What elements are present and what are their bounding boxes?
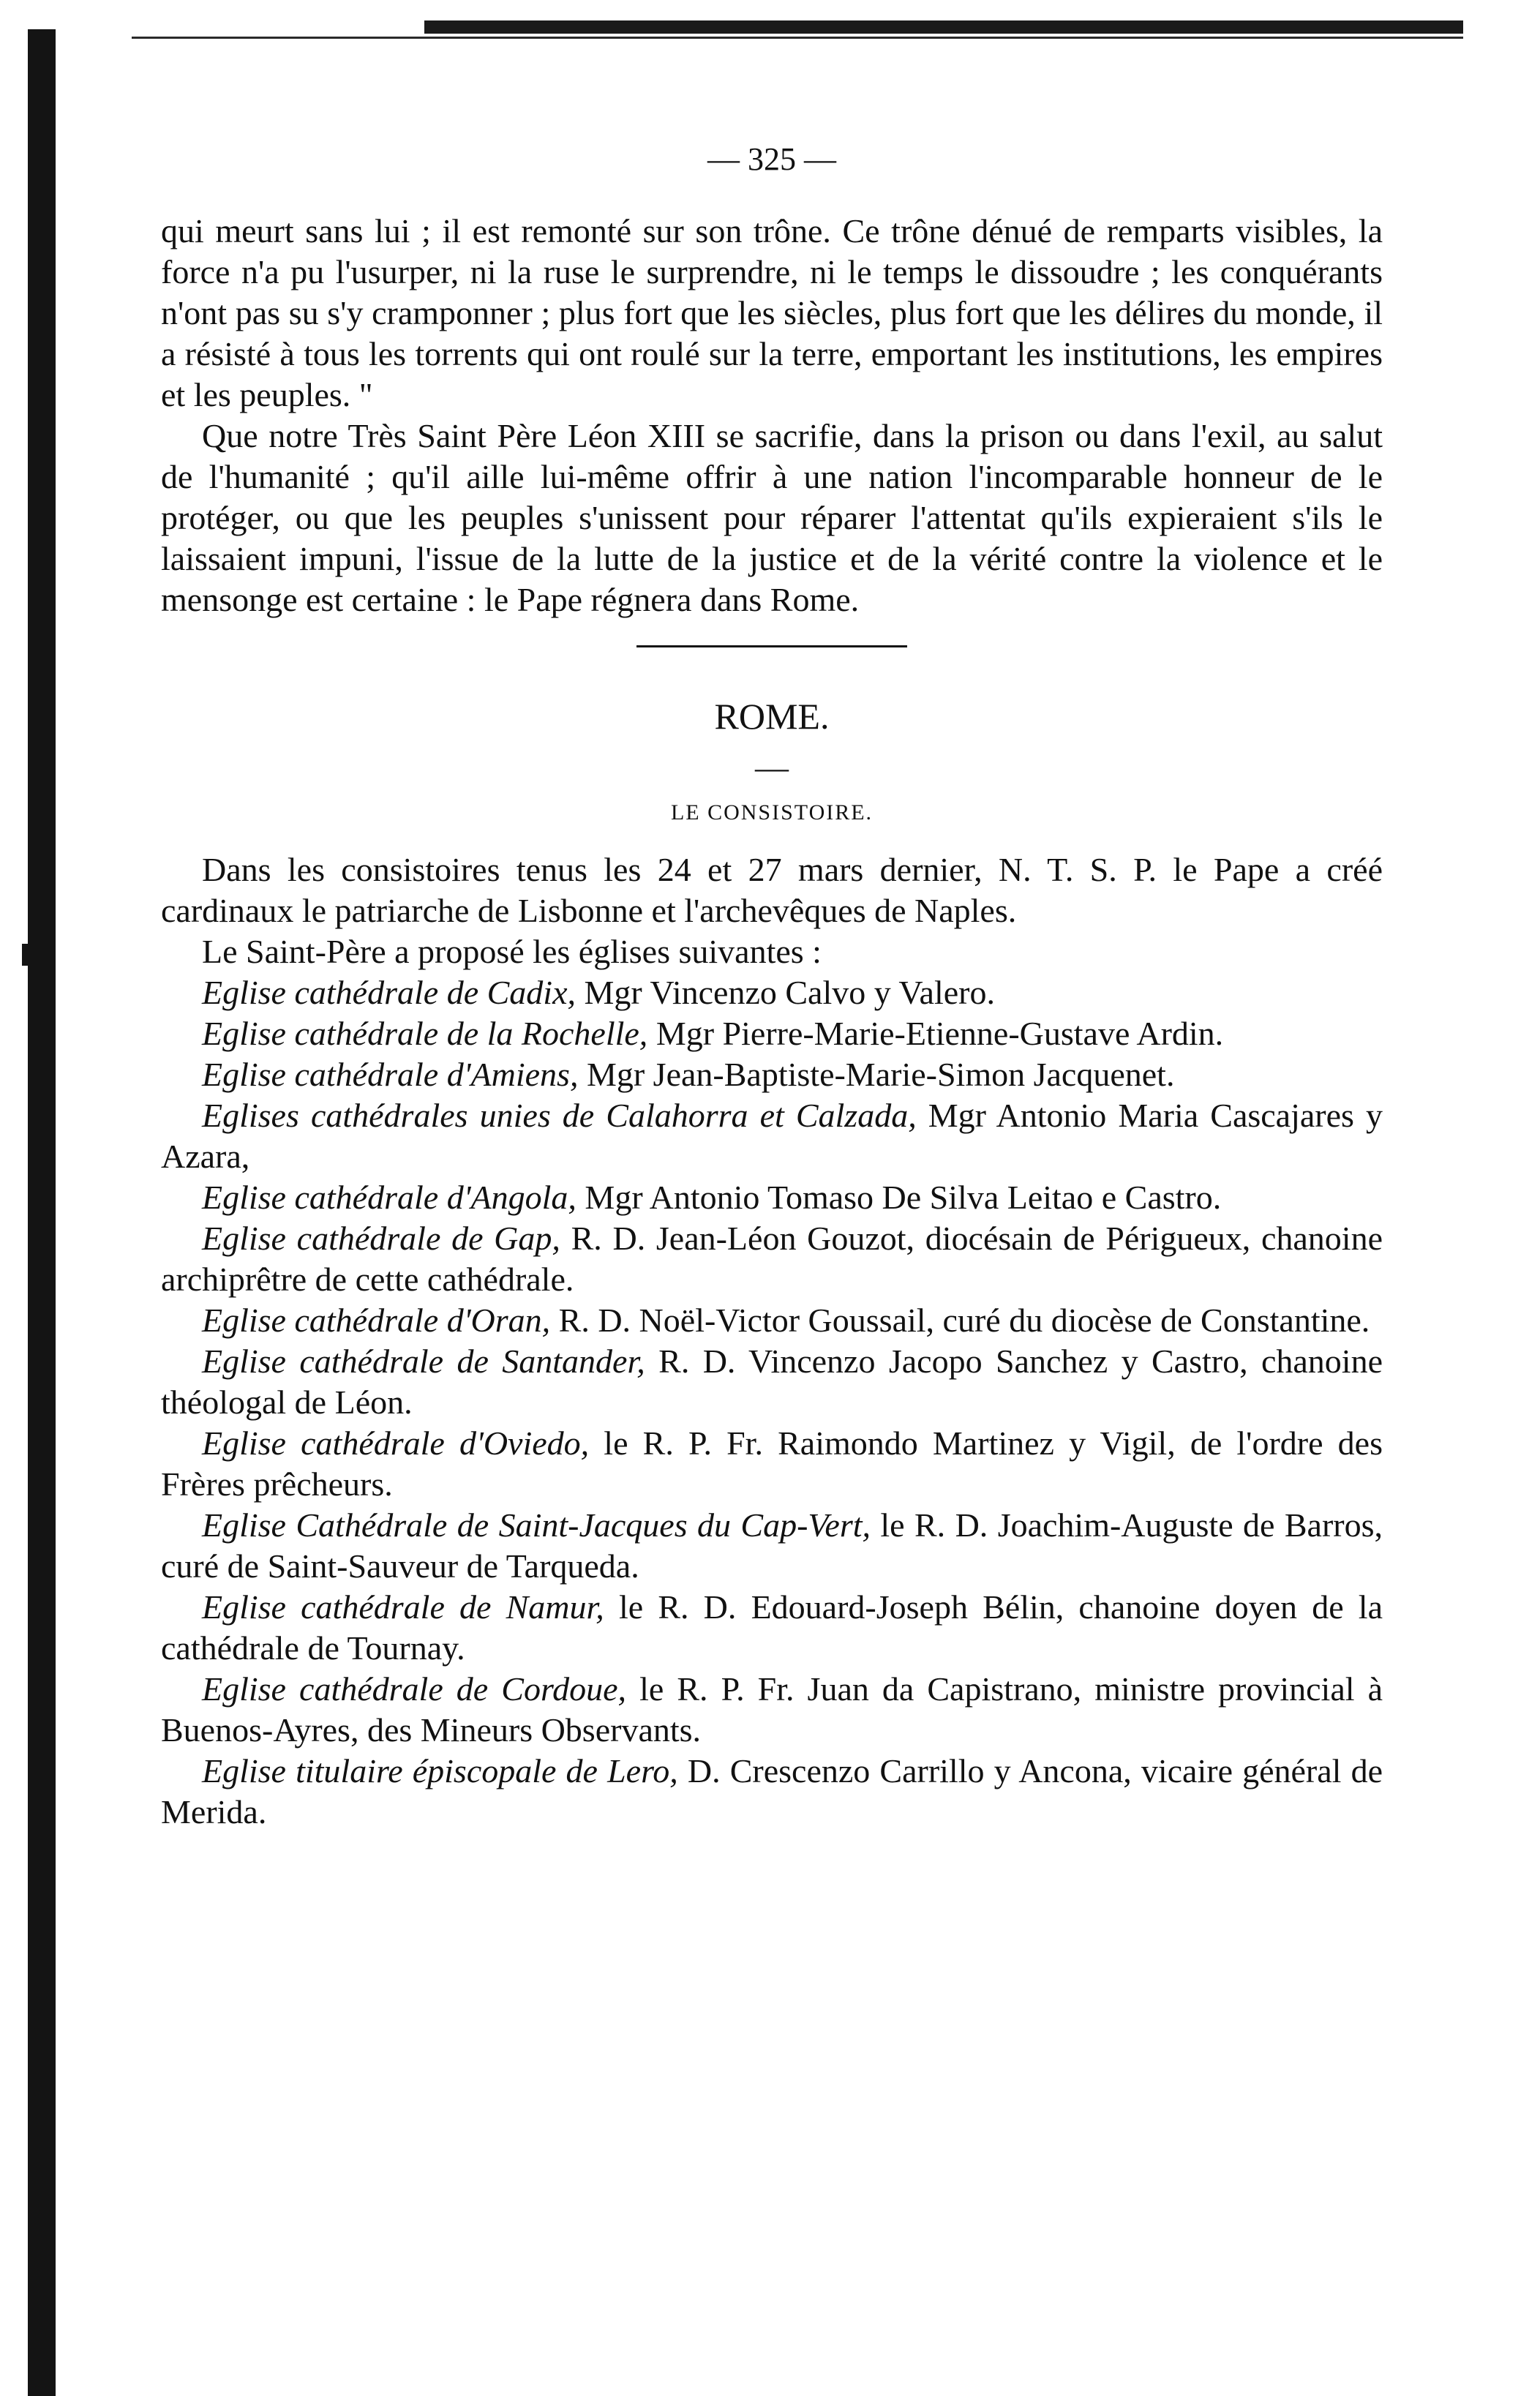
church-name: Eglise cathédrale d'Amiens, — [202, 1056, 579, 1093]
page-content — [161, 139, 1383, 1833]
consistory-paragraph-2: Le Saint-Père a proposé les églises suivantes : — [202, 933, 822, 970]
section-separator — [636, 645, 907, 647]
church-entry — [161, 1669, 1383, 1751]
church-name: Eglise cathédrale de Namur, — [202, 1588, 604, 1626]
appointee: le R. P. Fr. Juan da Capistrano, ministre provincial à Buenos-Ayres, des Mineurs Observants. — [161, 1670, 1383, 1749]
church-entry — [161, 1587, 1383, 1669]
scan-edge-mark — [22, 944, 38, 966]
church-entry — [161, 1177, 1383, 1218]
church-name: Eglise cathédrale d'Angola, — [202, 1179, 576, 1216]
appointee: Mgr Jean-Baptiste-Marie-Simon Jacquenet. — [578, 1056, 1175, 1093]
appointee: Mgr Vincenzo Calvo y Valero. — [576, 974, 995, 1011]
page-number: — 325 — — [707, 141, 836, 177]
section-dash: — — [755, 748, 789, 786]
appointee: R. D. Jean-Léon Gouzot, diocésain de Périgueux, chanoine archiprêtre de cette cathédrale. — [161, 1220, 1383, 1298]
church-entry — [161, 1218, 1383, 1300]
section-title: ROME. — [714, 696, 830, 737]
church-entry — [161, 1013, 1383, 1054]
appointee: le R. D. Joachim-Auguste de Barros, curé de Saint-Sauveur de Tarqueda. — [161, 1506, 1383, 1585]
scan-edge-shadow — [28, 29, 56, 2396]
appointee: Mgr Antonio Maria Cascajares y Azara, — [161, 1097, 1383, 1175]
appointee: R. D. Vincenzo Jacopo Sanchez y Castro, chanoine théologal de Léon. — [161, 1342, 1383, 1421]
church-entry — [161, 972, 1383, 1013]
church-list — [161, 972, 1383, 1833]
church-name: Eglise cathédrale de Cadix, — [202, 974, 576, 1011]
church-entry — [161, 1751, 1383, 1833]
church-name: Eglise cathédrale d'Oran, — [202, 1302, 551, 1339]
appointee: Mgr Pierre-Marie-Etienne-Gustave Ardin. — [647, 1015, 1224, 1052]
church-name: Eglise Cathédrale de Saint-Jacques du Cap-Vert, — [202, 1506, 871, 1544]
church-name: Eglise cathédrale de la Rochelle, — [202, 1015, 648, 1052]
appointee: D. Crescenzo Carrillo y Ancona, vicaire général de Merida. — [161, 1752, 1383, 1830]
top-border-line — [132, 37, 1463, 39]
paragraph-1: qui meurt sans lui ; il est remonté sur son trône. Ce trône dénué de remparts visibles, la force n'a pu l'usurper, ni la ruse le surprendre, ni le temps le dissoudre ; les conquérants n'ont pas su s'y cramponner ; plus fort que les siècles, plus fort que les délires du monde, il a résisté à tous les torrents qui ont roulé sur la terre, emportant les institutions, les empires et les peuples. " — [161, 212, 1383, 413]
church-name: Eglise cathédrale de Gap, — [202, 1220, 560, 1257]
consistory-paragraph-1: Dans les consistoires tenus les 24 et 27 mars dernier, N. T. S. P. le Pape a créé cardinaux le patriarche de Lisbonne et l'archevêques de Naples. — [161, 851, 1383, 929]
church-entry — [161, 1054, 1383, 1095]
paragraph-2: Que notre Très Saint Père Léon XIII se sacrifie, dans la prison ou dans l'exil, au salut de l'humanité ; qu'il aille lui-même offrir à une nation l'incomparable honneur de le protéger, ou que les peuples s'unissent pour réparer l'attentat qu'ils expieraient s'ils le laissaient impuni, l'issue de la lutte de la justice et de la vérité contre la violence et le mensonge est certaine : le Pape régnera dans Rome. — [161, 417, 1383, 618]
church-name: Eglise cathédrale de Santander, — [202, 1342, 645, 1380]
appointee: le R. P. Fr. Raimondo Martinez y Vigil, de l'ordre des Frères prêcheurs. — [161, 1424, 1383, 1503]
church-entry — [161, 1341, 1383, 1423]
section-subtitle: LE CONSISTOIRE. — [670, 800, 874, 825]
church-name: Eglise cathédrale d'Oviedo, — [202, 1424, 590, 1462]
appointee: R. D. Noël-Victor Goussail, curé du diocèse de Constantine. — [550, 1302, 1370, 1339]
church-entry — [161, 1423, 1383, 1505]
appointee: le R. D. Edouard-Joseph Bélin, chanoine doyen de la cathédrale de Tournay. — [161, 1588, 1383, 1667]
church-name: Eglise titulaire épiscopale de Lero, — [202, 1752, 678, 1790]
church-entry — [161, 1095, 1383, 1177]
appointee: Mgr Antonio Tomaso De Silva Leitao e Castro. — [576, 1179, 1222, 1216]
church-name: Eglise cathédrale de Cordoue, — [202, 1670, 627, 1708]
church-entry — [161, 1505, 1383, 1587]
church-name: Eglises cathédrales unies de Calahorra et Calzada, — [202, 1097, 917, 1134]
top-border-shadow — [424, 20, 1463, 34]
church-entry — [161, 1300, 1383, 1341]
